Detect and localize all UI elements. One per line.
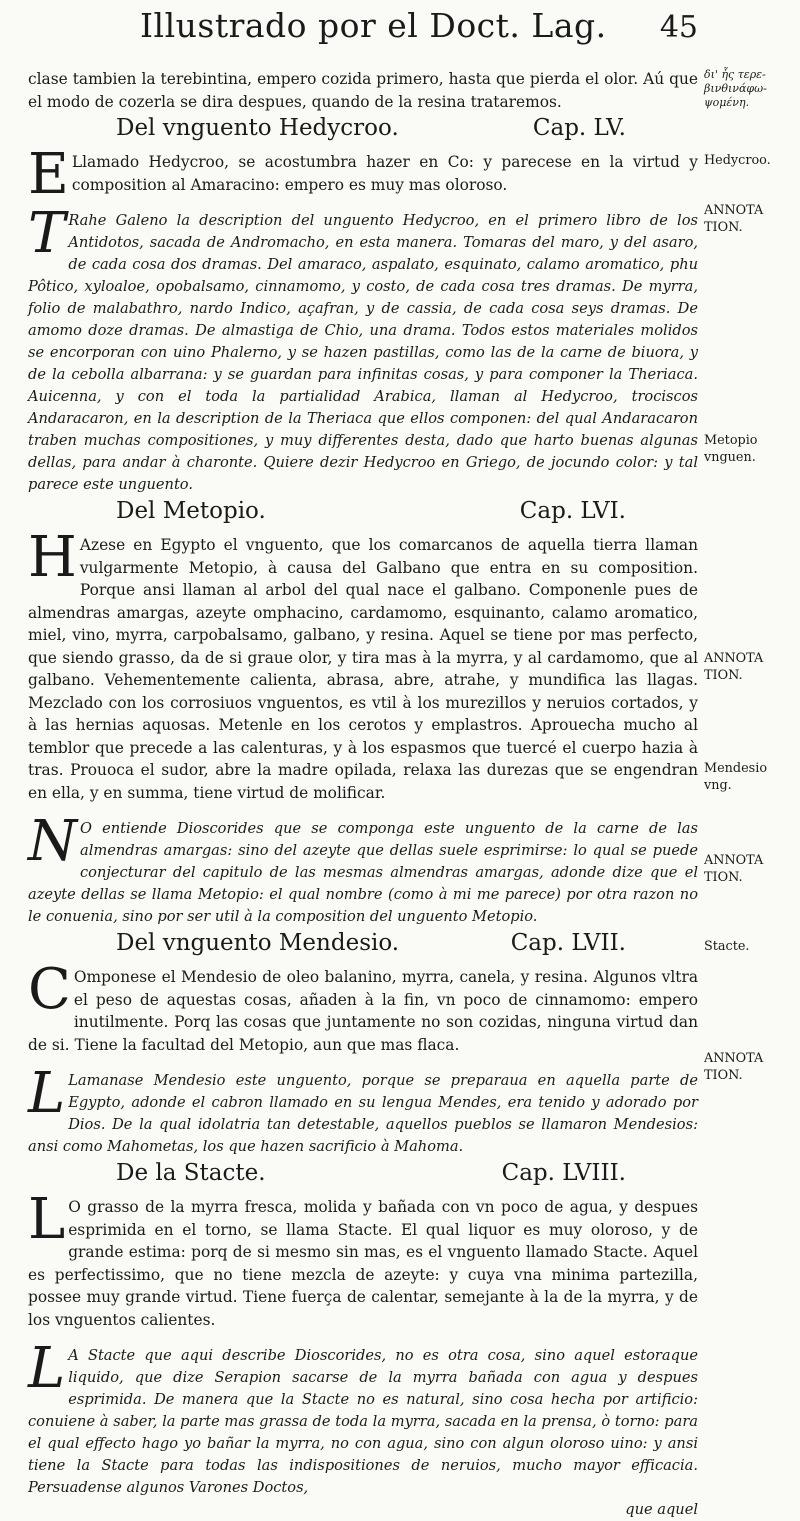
spacer bbox=[28, 1056, 698, 1070]
margin-note: Hedycroo. bbox=[704, 153, 771, 168]
chapter-number: Cap. LV. bbox=[532, 115, 626, 141]
section-title: De la Stacte. bbox=[116, 1160, 266, 1186]
section-title: Del vnguento Hedycroo. bbox=[116, 115, 399, 141]
spacer bbox=[28, 804, 698, 818]
drop-capital: L bbox=[28, 1187, 66, 1252]
section-heading bbox=[28, 930, 698, 966]
chapter-number: Cap. LVI. bbox=[519, 498, 626, 524]
margin-note: δι' ἧς τερε- βινθινάφω- ψομένη. bbox=[704, 68, 767, 109]
margin-note: ANNOTA TION. bbox=[704, 203, 764, 235]
drop-capital: H bbox=[28, 525, 77, 590]
margin-note: Mendesio vng. bbox=[704, 761, 768, 793]
drop-capital: C bbox=[28, 957, 71, 1022]
section-heading bbox=[28, 115, 698, 151]
margin-note: Metopio vnguen. bbox=[704, 433, 758, 465]
catchword: que aquel bbox=[625, 1501, 698, 1518]
chapter-text: L O grasso de la myrra fresca, molida y bañada con vn poco de agua, y despues esprimida en el torno, se llama Stacte. El qual liquor es muy oloroso, y de grande estima: porq de si mesmo sin mas, es el vnguento llamado Stacte. Aquel es perfectissimo, que no tiene mezcla de azeyte: y cuya vna minima partezilla, possee muy grande virtud. Tiene fuerça de calentar, semejante à la de la myrra, y de los vnguentos calientes. bbox=[28, 1187, 698, 1329]
chapter-text: H Azese en Egypto el vnguento, que los comarcanos de aquella tierra llaman vulgarmente Metopio, à causa del Galbano que entra en su composition. Porque ansi llaman al arbol del qual nace el galbano. Componenle pues de almendras amargas, azeyte omphacino, cardamomo, esquinanto, calamo aromatico, miel, vino, myrra, carpobalsamo, galbano, y resina. Aquel se tiene por mas perfecto, que siendo grasso, da de si graue olor, y tira mas à la myrra, y al cardamomo, que al galbano. Vehementemente calienta, abrasa, abre, atrahe, y mundifica las llagas. Mezclado con los corrosiuos vnguentos, es vtil à los murezillos y neruios cortados, y à las hernias aquosas. Metenle en los cerotos y emplastros. Aprouecha mucho al temblor que precede a las calenturas, y à los espasmos que tuercé el cuerpo hazia à tras. Prouoca el sudor, abre la madre opilada, relaxa las durezas que se engendran en ella, y en summa, tiene virtud de molificar. bbox=[28, 525, 698, 802]
spacer bbox=[28, 1331, 698, 1345]
margin-note: Stacte. bbox=[704, 939, 750, 954]
section-title: Del Metopio. bbox=[116, 498, 266, 524]
chapter-number: Cap. LVII. bbox=[510, 930, 626, 956]
section-title: Del vnguento Mendesio. bbox=[116, 930, 400, 956]
sections bbox=[28, 115, 698, 1521]
running-header bbox=[28, 6, 698, 68]
section-heading bbox=[28, 498, 698, 534]
drop-capital: N bbox=[28, 809, 77, 874]
main-column bbox=[28, 6, 698, 1521]
running-title: Illustrado por el Doct. Lag. bbox=[140, 6, 607, 45]
annotation-text: L Lamanase Mendesio este unguento, porque se preparaua en aquella parte de Egypto, adonde el cabron llamado en su lengua Mendes, era tenido y adorado por Dios. De la qual idolatria tan detestable, aquellos pueblos se llamaron Mendesios: ansi como Mahometas, los que hazen sacrificio à Mahoma. bbox=[28, 1061, 698, 1155]
chapter-number: Cap. LVIII. bbox=[501, 1160, 626, 1186]
annotation-text: T Rahe Galeno la description del unguento Hedycroo, en el primero libro de los Antidotos, sacada de Andromacho, en esta manera. Tomaras del maro, y del asaro, de cada cosa dos dramas. Del amaraco, aspalato, esquinato, calamo aromatico, phu Pôtico, xyloaloe, opobalsamo, cinnamomo, y costo, de cada cosa tres dramas. De myrra, folio de malabathro, nardo Indico, açafran, y de cassia, de cada cosa seys dramas. De amomo doze dramas. De almastiga de Chio, una drama. Todos estos materiales molidos se encorporan con uino Phalerno, y se hazen pastillas, como las de la carne de biuora, y de la cebolla albarrana: y se guardan para infinitas cosas, y para componer la Theriaca. Auicenna, y con el toda la partialidad Arabica, llaman al Hedycroo, trociscos Andaracaron, en la description de la Theriaca que ellos componen: del qual Andaracaron traben muchas compositiones, y muy differentes desta, dado que harto buenas algunas dellas, para andar à charonte. Quiere dezir Hedycroo en Griego, de jocundo color: y tal parece este unguento. bbox=[28, 201, 698, 493]
chapter-text: E Llamado Hedycroo, se acostumbra hazer en Co: y parecese en la virtud y composition al Amaracino: empero es muy mas oloroso. bbox=[28, 142, 698, 207]
spacer bbox=[28, 196, 698, 210]
section-heading bbox=[28, 1160, 698, 1196]
annotation-text: N O entiende Dioscorides que se componga este unguento de la carne de las almendras amargas: sino del azeyte que dellas suele esprimirse: lo qual se puede conjecturar del capitulo de las mesmas almendras amargas, adonde dize que el azeyte dellas se llama Metopio: el qual nombre (como à mi me parece) por otra razon no le conuenia, sino por ser util à la composition del unguento Metopio. bbox=[28, 809, 698, 925]
margin-note: ANNOTA TION. bbox=[704, 651, 764, 683]
margin-notes bbox=[700, 0, 800, 1186]
drop-capital: E bbox=[28, 142, 69, 207]
annotation-text: L A Stacte que aqui describe Dioscorides, no es otra cosa, sino aquel estoraque liquido, que dize Serapion sacarse de la myrra bañada con agua y despues esprimida. De manera que la Stacte no es natural, sino cosa hecha por artificio: conuiene à saber, la parte mas grassa de toda la myrra, sacada en la prensa, ò torno: para el qual effecto hago yo bañar la myrra, no con agua, sino con algun oloroso uino: y ansi tiene la Stacte para todas las indispositiones de neruios, mucho mayor efficacia. Persuadense algunos Varones Doctos, bbox=[28, 1336, 698, 1496]
drop-capital: T bbox=[28, 201, 66, 266]
margin-note: ANNOTA TION. bbox=[704, 1051, 764, 1083]
drop-capital: L bbox=[28, 1061, 66, 1126]
page-number: 45 bbox=[659, 10, 698, 45]
intro-text: clase tambien la terebintina, empero cozida primero, hasta que pierda el olor. Aú que el modo de cozerla se dira despues, quando de la resina trataremos. bbox=[28, 70, 698, 111]
chapter-text: C Omponese el Mendesio de oleo balanino, myrra, canela, y resina. Algunos vltra el peso de aquestas cosas, añaden à la fin, vn poco de cinnamomo: empero inutilmente. Porq las cosas que juntamente no son cozidas, ninguna virtud dan de si. Tiene la facultad del Metopio, aun que mas flaca. bbox=[28, 957, 698, 1054]
margin-note: ANNOTA TION. bbox=[704, 853, 764, 885]
drop-capital: L bbox=[28, 1336, 66, 1401]
